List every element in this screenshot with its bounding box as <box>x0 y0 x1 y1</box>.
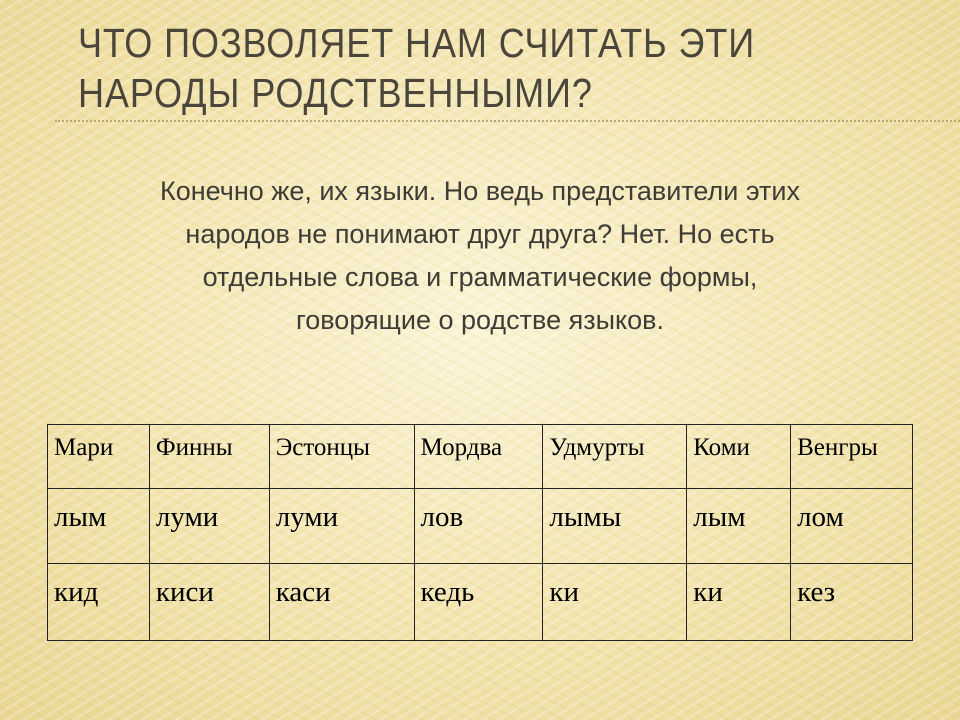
table-cell: ки <box>543 564 687 641</box>
body-line-1: Конечно же, их языки. Но ведь представители этих <box>159 176 800 206</box>
table-cell: каси <box>269 564 414 641</box>
slide-title-line-2: НАРОДЫ РОДСТВЕННЫМИ? <box>78 70 593 116</box>
table-header-row <box>48 425 913 489</box>
table-cell: луми <box>149 489 269 564</box>
body-line-4: говорящие о родстве языков. <box>296 305 664 335</box>
body-line-2: народов не понимают друг друга? Нет. Но есть <box>185 219 775 249</box>
body-line-3: отдельные слова и грамматические формы, <box>202 262 758 292</box>
table-cell: луми <box>269 489 414 564</box>
related-words-table <box>47 424 913 641</box>
slide-body-text <box>40 170 920 342</box>
table-cell: киси <box>149 564 269 641</box>
table-cell: лымы <box>543 489 687 564</box>
table-header-cell: Финны <box>149 425 269 489</box>
table-cell: лым <box>687 489 791 564</box>
table-cell: ки <box>687 564 791 641</box>
table-header-cell: Эстонцы <box>269 425 414 489</box>
table-row <box>48 564 913 641</box>
table-header-cell: Мордва <box>414 425 543 489</box>
table-header-cell: Удмурты <box>543 425 687 489</box>
table-cell: кез <box>791 564 913 641</box>
table-header-cell: Венгры <box>791 425 913 489</box>
table-cell: кедь <box>414 564 543 641</box>
table-header-cell: Мари <box>48 425 150 489</box>
slide-title <box>78 18 800 118</box>
table-header-cell: Коми <box>687 425 791 489</box>
table-cell: лов <box>414 489 543 564</box>
table-cell: лым <box>48 489 150 564</box>
table-row <box>48 489 913 564</box>
table-cell: кид <box>48 564 150 641</box>
title-divider <box>55 120 960 122</box>
slide-title-line-1: ЧТО ПОЗВОЛЯЕТ НАМ СЧИТАТЬ ЭТИ <box>78 20 756 66</box>
table-cell: лом <box>791 489 913 564</box>
